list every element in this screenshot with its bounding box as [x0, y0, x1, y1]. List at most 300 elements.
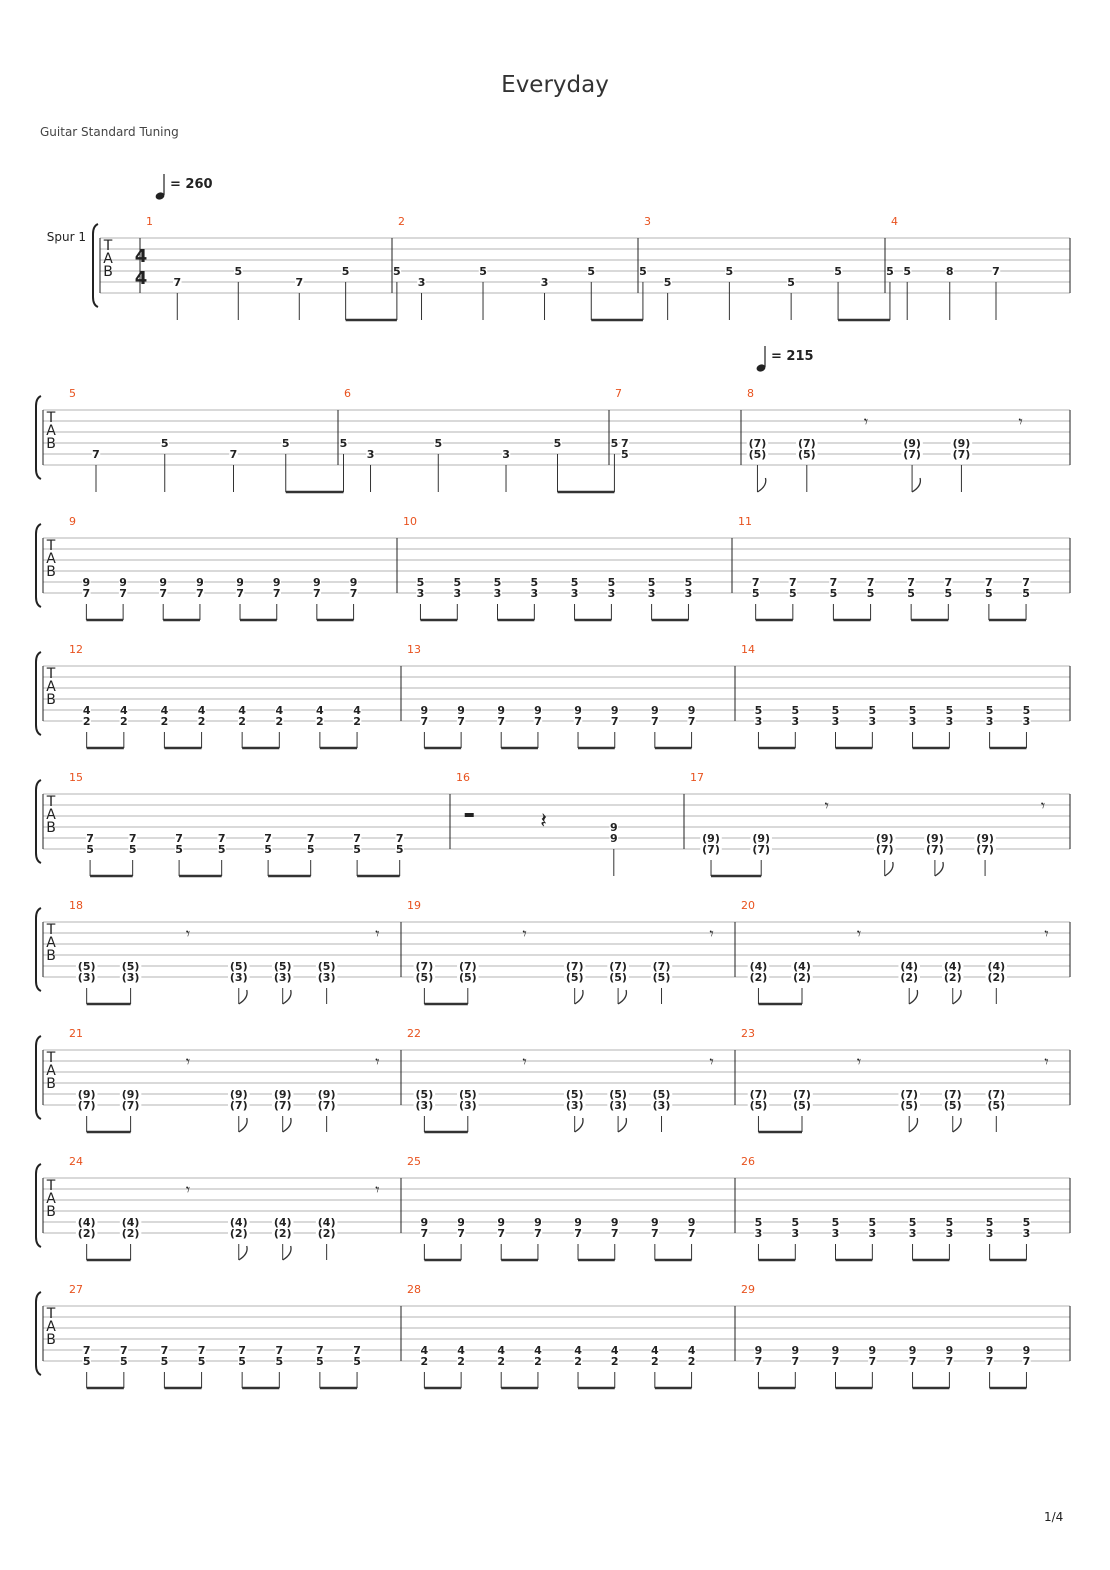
- note-flag: [283, 990, 291, 1004]
- fret-number: 7: [789, 576, 797, 589]
- note-flag: [239, 1246, 247, 1260]
- fret-number: 5: [197, 1355, 206, 1368]
- fret-number: (3): [77, 971, 96, 984]
- tab-clef-letter: A: [46, 935, 56, 951]
- fret-number: 3: [791, 1227, 800, 1240]
- fret-number: 3: [945, 715, 954, 728]
- tab-clef-letter: B: [46, 1076, 56, 1092]
- fret-number: 9: [1022, 1344, 1031, 1357]
- fret-number: (9): [952, 437, 971, 450]
- fret-number: 3: [607, 587, 616, 600]
- measure-number: 29: [741, 1283, 755, 1296]
- fret-number: 2: [534, 1355, 542, 1368]
- fret-number: 3: [908, 1227, 917, 1240]
- fret-number: 7: [272, 587, 281, 600]
- fret-number: 5: [395, 843, 404, 856]
- fret-number: 5: [275, 1355, 284, 1368]
- tab-clef-letter: T: [46, 410, 56, 426]
- note-flag: [953, 1118, 961, 1132]
- eighth-rest: 𝄾: [522, 924, 527, 944]
- fret-number: 3: [791, 715, 800, 728]
- fret-number: 5: [985, 587, 993, 600]
- measure-number: 17: [690, 771, 704, 784]
- fret-number: 2: [574, 1355, 582, 1368]
- measure-number: 5: [69, 387, 76, 400]
- fret-number: 5: [479, 265, 487, 278]
- fret-number: (2): [121, 1227, 140, 1240]
- tab-clef-letter: T: [46, 1306, 56, 1322]
- fret-number: 2: [82, 715, 91, 728]
- fret-number: (3): [609, 1099, 627, 1112]
- measure-number: 25: [407, 1155, 421, 1168]
- fret-number: 5: [1022, 704, 1031, 717]
- fret-number: (5): [273, 960, 292, 973]
- fret-number: 5: [339, 437, 348, 450]
- fret-number: 9: [457, 704, 465, 717]
- fret-number: 9: [119, 576, 127, 589]
- fret-number: 7: [687, 1227, 696, 1240]
- fret-number: 9: [534, 1216, 542, 1229]
- time-signature-top: 4: [134, 246, 148, 267]
- fret-number: (7): [77, 1099, 96, 1112]
- fret-number: (7): [900, 1088, 919, 1101]
- fret-number: 4: [497, 1344, 506, 1357]
- fret-number: 4: [160, 704, 169, 717]
- fret-number: (5): [458, 1088, 477, 1101]
- fret-number: 9: [574, 1216, 582, 1229]
- fret-number: 3: [754, 715, 763, 728]
- measure-number: 16: [456, 771, 470, 784]
- fret-number: 5: [610, 437, 619, 450]
- tab-clef-letter: B: [46, 948, 56, 964]
- fret-number: 9: [457, 1216, 465, 1229]
- fret-number: (3): [415, 1099, 434, 1112]
- fret-number: 2: [160, 715, 169, 728]
- fret-number: 5: [866, 587, 875, 600]
- fret-number: 7: [907, 576, 915, 589]
- fret-number: 9: [497, 1216, 506, 1229]
- fret-number: 7: [175, 832, 183, 845]
- fret-number: (7): [903, 448, 921, 461]
- fret-number: (9): [702, 832, 720, 845]
- measure-number: 27: [69, 1283, 83, 1296]
- fret-number: 5: [82, 1355, 91, 1368]
- measure-number: 19: [407, 899, 421, 912]
- fret-number: (5): [565, 971, 584, 984]
- fret-number: 3: [945, 1227, 954, 1240]
- fret-number: 7: [497, 1227, 506, 1240]
- fret-number: (2): [77, 1227, 96, 1240]
- fret-number: 2: [687, 1355, 696, 1368]
- fret-number: (5): [748, 448, 767, 461]
- fret-number: 7: [944, 576, 953, 589]
- fret-number: (3): [317, 971, 336, 984]
- fret-number: 9: [497, 704, 506, 717]
- fret-number: (7): [926, 843, 944, 856]
- fret-number: 5: [945, 1216, 954, 1229]
- fret-number: 9: [687, 1216, 696, 1229]
- fret-number: 5: [434, 437, 443, 450]
- eighth-rest: 𝄾: [1018, 412, 1023, 432]
- measure-number: 9: [69, 515, 76, 528]
- fret-number: (9): [121, 1088, 140, 1101]
- fret-number: 7: [128, 832, 137, 845]
- fret-number: (7): [952, 448, 971, 461]
- fret-number: 5: [908, 704, 917, 717]
- fret-number: 9: [651, 1216, 659, 1229]
- tab-clef-letter: A: [46, 551, 56, 567]
- fret-number: 5: [217, 843, 226, 856]
- fret-number: (2): [900, 971, 919, 984]
- fret-number: (3): [121, 971, 140, 984]
- fret-number: 7: [534, 715, 542, 728]
- fret-number: (5): [77, 960, 96, 973]
- fret-number: (5): [749, 1099, 768, 1112]
- fret-number: 9: [313, 576, 321, 589]
- fret-number: (7): [793, 1088, 811, 1101]
- fret-number: 7: [119, 587, 127, 600]
- measure-number: 26: [741, 1155, 755, 1168]
- fret-number: 7: [868, 1355, 877, 1368]
- fret-number: 3: [831, 715, 840, 728]
- fret-number: 7: [829, 576, 838, 589]
- system-brace: [36, 1292, 41, 1375]
- fret-number: 5: [120, 1355, 128, 1368]
- fret-number: 7: [1022, 576, 1030, 589]
- tab-clef-letter: A: [46, 423, 56, 439]
- fret-number: (7): [273, 1099, 292, 1112]
- note-flag: [757, 478, 765, 492]
- tab-clef-letter: A: [46, 1191, 56, 1207]
- fret-number: 7: [316, 1344, 324, 1357]
- fret-number: 4: [197, 704, 206, 717]
- fret-number: (5): [229, 960, 248, 973]
- note-flag: [575, 990, 583, 1004]
- fret-number: 4: [82, 704, 91, 717]
- tempo-marking: = 215: [771, 349, 814, 364]
- fret-number: 7: [457, 715, 465, 728]
- fret-number: 7: [985, 1355, 994, 1368]
- fret-number: 7: [236, 587, 244, 600]
- fret-number: 3: [985, 1227, 994, 1240]
- note-flag: [239, 1118, 247, 1132]
- fret-number: 5: [754, 704, 763, 717]
- fret-number: 2: [651, 1355, 659, 1368]
- fret-number: 5: [831, 1216, 840, 1229]
- fret-number: (5): [797, 448, 816, 461]
- fret-number: 5: [791, 704, 800, 717]
- measure-number: 22: [407, 1027, 421, 1040]
- fret-number: 5: [238, 1355, 246, 1368]
- fret-number: 2: [316, 715, 324, 728]
- fret-number: 7: [264, 832, 272, 845]
- eighth-rest: 𝄾: [1044, 924, 1049, 944]
- fret-number: 7: [92, 448, 100, 461]
- fret-number: (5): [317, 960, 336, 973]
- fret-number: 4: [420, 1344, 429, 1357]
- tab-clef-letter: A: [103, 251, 113, 267]
- fret-number: 7: [945, 1355, 954, 1368]
- eighth-rest: 𝄾: [856, 1052, 862, 1072]
- fret-number: (5): [793, 1099, 811, 1112]
- fret-number: (5): [987, 1099, 1006, 1112]
- fret-number: 5: [353, 843, 361, 856]
- fret-number: (7): [458, 960, 477, 973]
- fret-number: 5: [789, 587, 797, 600]
- fret-number: 7: [159, 587, 168, 600]
- fret-number: (7): [317, 1099, 336, 1112]
- fret-number: (7): [976, 843, 994, 856]
- fret-number: 3: [417, 276, 426, 289]
- fret-number: (5): [900, 1099, 919, 1112]
- fret-number: (9): [752, 832, 771, 845]
- fret-number: 7: [420, 715, 429, 728]
- fret-number: (5): [121, 960, 140, 973]
- fret-number: 9: [791, 1344, 800, 1357]
- fret-number: 5: [725, 265, 734, 278]
- fret-number: 9: [868, 1344, 877, 1357]
- measure-number: 20: [741, 899, 755, 912]
- tab-system: [36, 346, 1070, 492]
- tab-system: [36, 1164, 1070, 1260]
- fret-number: 7: [651, 715, 659, 728]
- fret-number: 5: [264, 843, 272, 856]
- tempo-marking: = 260: [170, 177, 213, 192]
- fret-number: 4: [275, 704, 284, 717]
- fret-number: (3): [652, 1099, 671, 1112]
- fret-number: 7: [457, 1227, 465, 1240]
- fret-number: 3: [684, 587, 693, 600]
- tab-clef-letter: T: [103, 238, 113, 254]
- tab-system: [36, 780, 1070, 876]
- fret-number: 9: [945, 1344, 954, 1357]
- fret-number: (7): [797, 437, 816, 450]
- half-rest: [465, 813, 474, 817]
- fret-number: (5): [415, 971, 434, 984]
- fret-number: 5: [1022, 587, 1030, 600]
- fret-number: 3: [493, 587, 502, 600]
- fret-number: 9: [985, 1344, 994, 1357]
- fret-number: 3: [453, 587, 462, 600]
- measure-number: 6: [344, 387, 351, 400]
- fret-number: 3: [540, 276, 549, 289]
- fret-number: 9: [159, 576, 168, 589]
- measure-number: 13: [407, 643, 421, 656]
- fret-number: 7: [866, 576, 875, 589]
- fret-number: (4): [121, 1216, 140, 1229]
- fret-number: (4): [317, 1216, 336, 1229]
- fret-number: (9): [875, 832, 894, 845]
- fret-number: 4: [574, 1344, 582, 1357]
- fret-number: 5: [908, 1216, 917, 1229]
- fret-number: 7: [534, 1227, 542, 1240]
- fret-number: (4): [749, 960, 768, 973]
- fret-number: 7: [751, 576, 760, 589]
- fret-number: 9: [831, 1344, 840, 1357]
- fret-number: 5: [829, 587, 838, 600]
- fret-number: (7): [943, 1088, 962, 1101]
- fret-number: (4): [229, 1216, 248, 1229]
- fret-number: 5: [86, 843, 94, 856]
- fret-number: 5: [868, 704, 877, 717]
- tab-clef-letter: A: [46, 1063, 56, 1079]
- fret-number: 7: [86, 832, 94, 845]
- fret-number: 5: [607, 576, 616, 589]
- fret-number: 3: [1022, 715, 1031, 728]
- fret-number: 5: [587, 265, 596, 278]
- fret-number: (2): [943, 971, 962, 984]
- note-flag: [575, 1118, 583, 1132]
- fret-number: 9: [687, 704, 696, 717]
- fret-number: (7): [415, 960, 434, 973]
- measure-number: 23: [741, 1027, 755, 1040]
- fret-number: (4): [793, 960, 811, 973]
- fret-number: 4: [610, 1344, 619, 1357]
- fret-number: 7: [349, 587, 358, 600]
- fret-number: 7: [295, 276, 304, 289]
- fret-number: 5: [553, 437, 562, 450]
- fret-number: 3: [908, 715, 917, 728]
- fret-number: 7: [908, 1355, 917, 1368]
- tab-clef-letter: T: [46, 538, 56, 554]
- fret-number: 9: [574, 704, 582, 717]
- tab-system: [36, 1036, 1070, 1132]
- fret-number: (5): [652, 971, 671, 984]
- fret-number: 2: [420, 1355, 429, 1368]
- fret-number: (7): [702, 843, 720, 856]
- fret-number: 5: [684, 576, 693, 589]
- fret-number: 7: [574, 1227, 582, 1240]
- fret-number: 7: [82, 587, 91, 600]
- time-signature-bottom: 4: [134, 268, 148, 289]
- note-flag: [909, 1118, 917, 1132]
- fret-number: (4): [77, 1216, 96, 1229]
- tab-clef-letter: B: [46, 564, 56, 580]
- fret-number: 9: [236, 576, 244, 589]
- fret-number: (2): [793, 971, 811, 984]
- fret-number: 3: [868, 715, 877, 728]
- fret-number: 2: [275, 715, 284, 728]
- eighth-rest: 𝄾: [709, 1052, 714, 1072]
- system-brace: [93, 224, 98, 307]
- fret-number: 7: [217, 832, 226, 845]
- fret-number: 7: [313, 587, 321, 600]
- tab-clef-letter: T: [46, 1178, 56, 1194]
- fret-number: (5): [458, 971, 477, 984]
- fret-number: (3): [229, 971, 248, 984]
- fret-number: 5: [316, 1355, 324, 1368]
- fret-number: (2): [317, 1227, 336, 1240]
- fret-number: (7): [987, 1088, 1006, 1101]
- fret-number: 5: [886, 265, 894, 278]
- fret-number: 7: [610, 1227, 619, 1240]
- track-name: Spur 1: [46, 230, 86, 244]
- eighth-rest: 𝄾: [375, 1180, 380, 1200]
- system-brace: [36, 1036, 41, 1119]
- measure-number: 15: [69, 771, 83, 784]
- fret-number: 7: [173, 276, 182, 289]
- fret-number: (5): [652, 1088, 671, 1101]
- fret-number: 3: [502, 448, 510, 461]
- fret-number: 7: [120, 1344, 128, 1357]
- fret-number: 9: [420, 1216, 429, 1229]
- measure-number: 28: [407, 1283, 421, 1296]
- tab-clef-letter: T: [46, 922, 56, 938]
- fret-number: 3: [831, 1227, 840, 1240]
- eighth-rest: 𝄾: [1040, 796, 1046, 816]
- measure-number: 24: [69, 1155, 83, 1168]
- fret-number: (7): [752, 843, 771, 856]
- fret-number: 7: [754, 1355, 763, 1368]
- fret-number: 5: [160, 437, 169, 450]
- eighth-rest: 𝄾: [522, 1052, 527, 1072]
- fret-number: 9: [651, 704, 659, 717]
- fret-number: (4): [943, 960, 962, 973]
- note-flag: [283, 1246, 291, 1260]
- fret-number: 5: [985, 704, 994, 717]
- measure-number: 2: [398, 215, 405, 228]
- tab-system: [36, 524, 1070, 620]
- fret-number: (7): [229, 1099, 248, 1112]
- fret-number: 5: [234, 265, 243, 278]
- fret-number: 5: [570, 576, 579, 589]
- fret-number: (5): [609, 971, 627, 984]
- tab-clef-letter: T: [46, 1050, 56, 1066]
- fret-number: 3: [366, 448, 375, 461]
- fret-number: (7): [609, 960, 627, 973]
- fret-number: (7): [652, 960, 671, 973]
- fret-number: (9): [229, 1088, 248, 1101]
- fret-number: (9): [77, 1088, 96, 1101]
- fret-number: 2: [353, 715, 361, 728]
- fret-number: 9: [534, 704, 542, 717]
- fret-number: (5): [609, 1088, 627, 1101]
- fret-number: (3): [273, 971, 292, 984]
- fret-number: 7: [238, 1344, 246, 1357]
- fret-number: 3: [985, 715, 994, 728]
- eighth-rest: 𝄾: [863, 412, 869, 432]
- page-number: 1/4: [1044, 1510, 1064, 1524]
- fret-number: 5: [751, 587, 760, 600]
- fret-number: 3: [530, 587, 539, 600]
- fret-number: 5: [868, 1216, 877, 1229]
- fret-number: 4: [687, 1344, 696, 1357]
- fret-number: 2: [197, 715, 206, 728]
- fret-number: 4: [238, 704, 246, 717]
- note-flag: [283, 1118, 291, 1132]
- fret-number: (9): [903, 437, 921, 450]
- measure-number: 8: [747, 387, 754, 400]
- fret-number: (2): [749, 971, 768, 984]
- fret-number: 7: [275, 1344, 284, 1357]
- fret-number: 5: [341, 265, 350, 278]
- fret-number: 5: [281, 437, 290, 450]
- fret-number: 7: [353, 832, 361, 845]
- fret-number: 5: [944, 587, 953, 600]
- fret-number: (7): [748, 437, 767, 450]
- fret-number: (5): [565, 1088, 584, 1101]
- measure-number: 4: [891, 215, 898, 228]
- tab-clef-letter: A: [46, 679, 56, 695]
- fret-number: (9): [317, 1088, 336, 1101]
- fret-number: (7): [875, 843, 894, 856]
- measure-number: 1: [146, 215, 153, 228]
- fret-number: (2): [987, 971, 1006, 984]
- fret-number: 9: [82, 576, 91, 589]
- fret-number: 7: [229, 448, 238, 461]
- system-brace: [36, 396, 41, 479]
- system-brace: [36, 652, 41, 735]
